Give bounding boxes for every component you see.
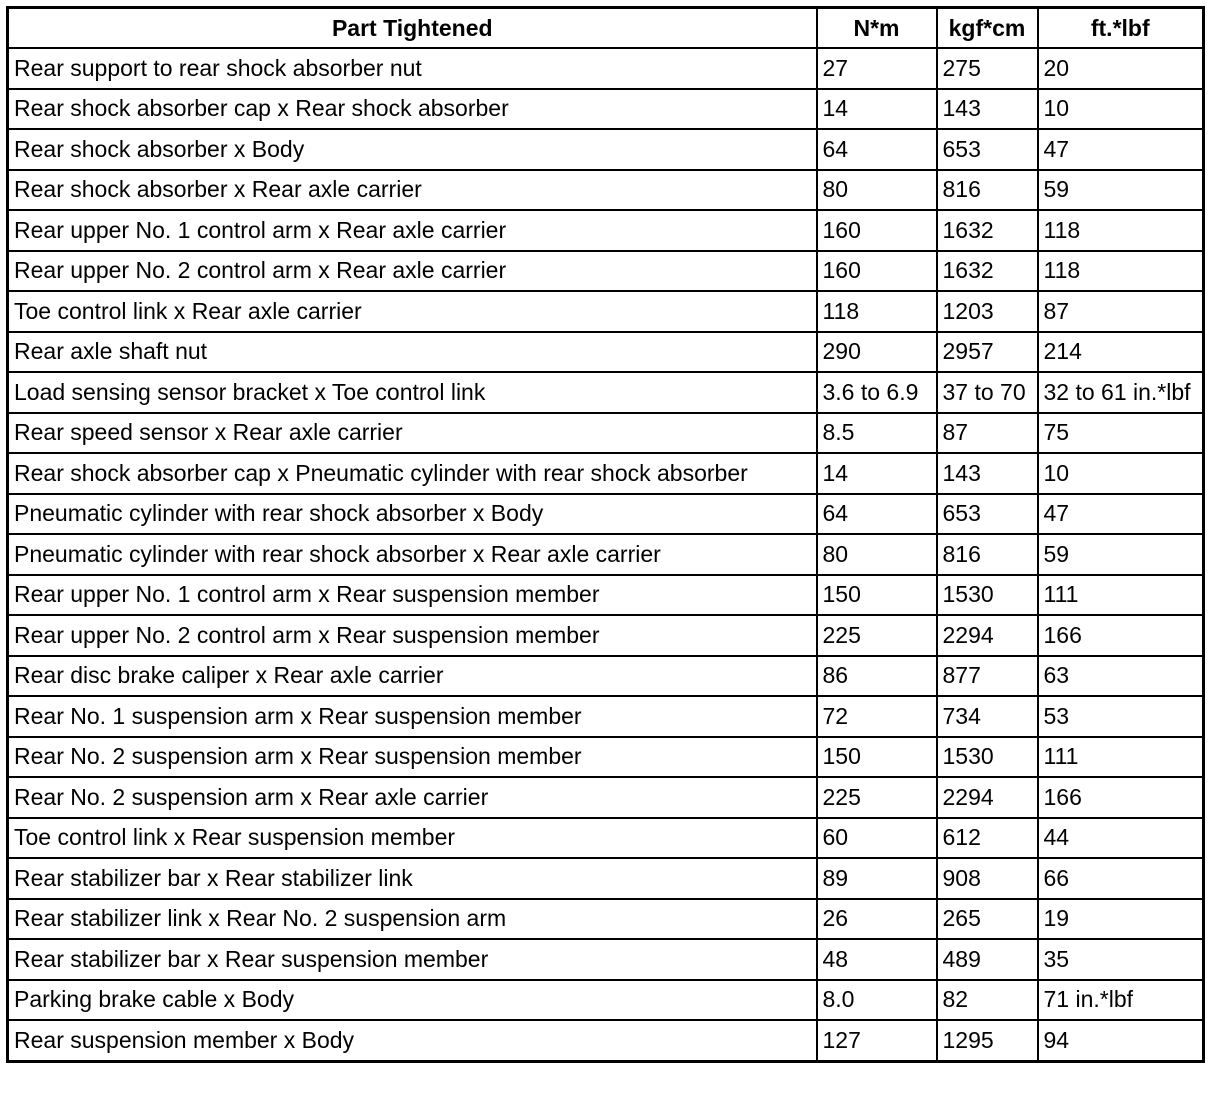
cell-kgf-cm: 82 xyxy=(937,980,1038,1021)
cell-ft-lbf: 214 xyxy=(1038,332,1204,373)
cell-nm: 127 xyxy=(817,1020,937,1061)
cell-kgf-cm: 2957 xyxy=(937,332,1038,373)
cell-part-tightened: Rear No. 2 suspension arm x Rear axle carrier xyxy=(8,777,817,818)
cell-part-tightened: Rear shock absorber x Rear axle carrier xyxy=(8,170,817,211)
cell-part-tightened: Rear No. 1 suspension arm x Rear suspension member xyxy=(8,696,817,737)
cell-kgf-cm: 816 xyxy=(937,534,1038,575)
table-row xyxy=(8,899,1204,940)
cell-nm: 225 xyxy=(817,615,937,656)
table-row xyxy=(8,696,1204,737)
cell-ft-lbf: 20 xyxy=(1038,48,1204,89)
cell-kgf-cm: 143 xyxy=(937,453,1038,494)
cell-ft-lbf: 111 xyxy=(1038,737,1204,778)
table-header xyxy=(8,8,1204,49)
cell-ft-lbf: 47 xyxy=(1038,494,1204,535)
cell-ft-lbf: 10 xyxy=(1038,453,1204,494)
table-row xyxy=(8,170,1204,211)
cell-ft-lbf: 63 xyxy=(1038,656,1204,697)
cell-nm: 225 xyxy=(817,777,937,818)
cell-kgf-cm: 37 to 70 xyxy=(937,372,1038,413)
cell-part-tightened: Pneumatic cylinder with rear shock absorber x Body xyxy=(8,494,817,535)
cell-part-tightened: Rear disc brake caliper x Rear axle carrier xyxy=(8,656,817,697)
cell-nm: 89 xyxy=(817,858,937,899)
cell-ft-lbf: 32 to 61 in.*lbf xyxy=(1038,372,1204,413)
cell-ft-lbf: 87 xyxy=(1038,291,1204,332)
cell-nm: 64 xyxy=(817,129,937,170)
cell-part-tightened: Rear stabilizer bar x Rear stabilizer link xyxy=(8,858,817,899)
cell-part-tightened: Rear stabilizer bar x Rear suspension member xyxy=(8,939,817,980)
cell-ft-lbf: 94 xyxy=(1038,1020,1204,1061)
cell-part-tightened: Pneumatic cylinder with rear shock absorber x Rear axle carrier xyxy=(8,534,817,575)
cell-nm: 26 xyxy=(817,899,937,940)
cell-nm: 290 xyxy=(817,332,937,373)
cell-part-tightened: Toe control link x Rear suspension member xyxy=(8,818,817,859)
table-row xyxy=(8,534,1204,575)
cell-ft-lbf: 111 xyxy=(1038,575,1204,616)
cell-ft-lbf: 44 xyxy=(1038,818,1204,859)
table-row xyxy=(8,980,1204,1021)
cell-nm: 80 xyxy=(817,534,937,575)
table-row xyxy=(8,615,1204,656)
cell-part-tightened: Parking brake cable x Body xyxy=(8,980,817,1021)
table-row xyxy=(8,494,1204,535)
cell-kgf-cm: 612 xyxy=(937,818,1038,859)
cell-part-tightened: Rear shock absorber cap x Pneumatic cylinder with rear shock absorber xyxy=(8,453,817,494)
cell-part-tightened: Rear No. 2 suspension arm x Rear suspension member xyxy=(8,737,817,778)
cell-ft-lbf: 59 xyxy=(1038,534,1204,575)
table-row xyxy=(8,129,1204,170)
cell-nm: 8.0 xyxy=(817,980,937,1021)
header-nm: N*m xyxy=(817,8,937,49)
table-row xyxy=(8,332,1204,373)
cell-nm: 86 xyxy=(817,656,937,697)
cell-kgf-cm: 653 xyxy=(937,494,1038,535)
table-row xyxy=(8,210,1204,251)
cell-part-tightened: Rear axle shaft nut xyxy=(8,332,817,373)
cell-part-tightened: Rear suspension member x Body xyxy=(8,1020,817,1061)
cell-part-tightened: Rear upper No. 2 control arm x Rear suspension member xyxy=(8,615,817,656)
cell-kgf-cm: 489 xyxy=(937,939,1038,980)
cell-kgf-cm: 877 xyxy=(937,656,1038,697)
cell-part-tightened: Rear speed sensor x Rear axle carrier xyxy=(8,413,817,454)
cell-nm: 150 xyxy=(817,575,937,616)
header-ft-lbf: ft.*lbf xyxy=(1038,8,1204,49)
cell-kgf-cm: 1632 xyxy=(937,210,1038,251)
cell-ft-lbf: 75 xyxy=(1038,413,1204,454)
cell-part-tightened: Rear support to rear shock absorber nut xyxy=(8,48,817,89)
cell-kgf-cm: 816 xyxy=(937,170,1038,211)
table-row xyxy=(8,737,1204,778)
cell-nm: 160 xyxy=(817,210,937,251)
cell-nm: 14 xyxy=(817,89,937,130)
cell-ft-lbf: 66 xyxy=(1038,858,1204,899)
cell-nm: 72 xyxy=(817,696,937,737)
cell-part-tightened: Rear upper No. 1 control arm x Rear suspension member xyxy=(8,575,817,616)
cell-part-tightened: Load sensing sensor bracket x Toe control link xyxy=(8,372,817,413)
table-row xyxy=(8,858,1204,899)
cell-nm: 48 xyxy=(817,939,937,980)
cell-kgf-cm: 653 xyxy=(937,129,1038,170)
table-row xyxy=(8,372,1204,413)
cell-ft-lbf: 118 xyxy=(1038,210,1204,251)
cell-nm: 118 xyxy=(817,291,937,332)
cell-kgf-cm: 1295 xyxy=(937,1020,1038,1061)
cell-part-tightened: Rear stabilizer link x Rear No. 2 suspension arm xyxy=(8,899,817,940)
cell-part-tightened: Rear shock absorber x Body xyxy=(8,129,817,170)
cell-ft-lbf: 166 xyxy=(1038,777,1204,818)
cell-ft-lbf: 59 xyxy=(1038,170,1204,211)
cell-kgf-cm: 1203 xyxy=(937,291,1038,332)
table-row xyxy=(8,1020,1204,1061)
table-row xyxy=(8,89,1204,130)
cell-kgf-cm: 1530 xyxy=(937,575,1038,616)
table-row xyxy=(8,251,1204,292)
cell-kgf-cm: 1530 xyxy=(937,737,1038,778)
cell-part-tightened: Toe control link x Rear axle carrier xyxy=(8,291,817,332)
cell-ft-lbf: 166 xyxy=(1038,615,1204,656)
cell-ft-lbf: 71 in.*lbf xyxy=(1038,980,1204,1021)
table-row xyxy=(8,453,1204,494)
cell-kgf-cm: 734 xyxy=(937,696,1038,737)
torque-spec-table xyxy=(6,6,1205,1063)
cell-nm: 14 xyxy=(817,453,937,494)
cell-nm: 160 xyxy=(817,251,937,292)
cell-nm: 60 xyxy=(817,818,937,859)
header-part-tightened: Part Tightened xyxy=(8,8,817,49)
cell-ft-lbf: 10 xyxy=(1038,89,1204,130)
table-row xyxy=(8,818,1204,859)
table-row xyxy=(8,413,1204,454)
cell-nm: 150 xyxy=(817,737,937,778)
table-row xyxy=(8,48,1204,89)
cell-nm: 3.6 to 6.9 xyxy=(817,372,937,413)
cell-ft-lbf: 118 xyxy=(1038,251,1204,292)
cell-kgf-cm: 2294 xyxy=(937,777,1038,818)
cell-kgf-cm: 1632 xyxy=(937,251,1038,292)
header-row xyxy=(8,8,1204,49)
table-row xyxy=(8,777,1204,818)
table-row xyxy=(8,575,1204,616)
cell-ft-lbf: 19 xyxy=(1038,899,1204,940)
cell-ft-lbf: 35 xyxy=(1038,939,1204,980)
table-row xyxy=(8,291,1204,332)
cell-part-tightened: Rear upper No. 1 control arm x Rear axle carrier xyxy=(8,210,817,251)
cell-kgf-cm: 908 xyxy=(937,858,1038,899)
cell-kgf-cm: 265 xyxy=(937,899,1038,940)
cell-part-tightened: Rear shock absorber cap x Rear shock absorber xyxy=(8,89,817,130)
cell-nm: 8.5 xyxy=(817,413,937,454)
cell-kgf-cm: 143 xyxy=(937,89,1038,130)
cell-kgf-cm: 87 xyxy=(937,413,1038,454)
table-row xyxy=(8,656,1204,697)
cell-ft-lbf: 47 xyxy=(1038,129,1204,170)
cell-ft-lbf: 53 xyxy=(1038,696,1204,737)
cell-part-tightened: Rear upper No. 2 control arm x Rear axle carrier xyxy=(8,251,817,292)
cell-nm: 80 xyxy=(817,170,937,211)
cell-kgf-cm: 2294 xyxy=(937,615,1038,656)
table-body xyxy=(8,48,1204,1061)
table-row xyxy=(8,939,1204,980)
header-kgf-cm: kgf*cm xyxy=(937,8,1038,49)
cell-nm: 27 xyxy=(817,48,937,89)
cell-kgf-cm: 275 xyxy=(937,48,1038,89)
cell-nm: 64 xyxy=(817,494,937,535)
